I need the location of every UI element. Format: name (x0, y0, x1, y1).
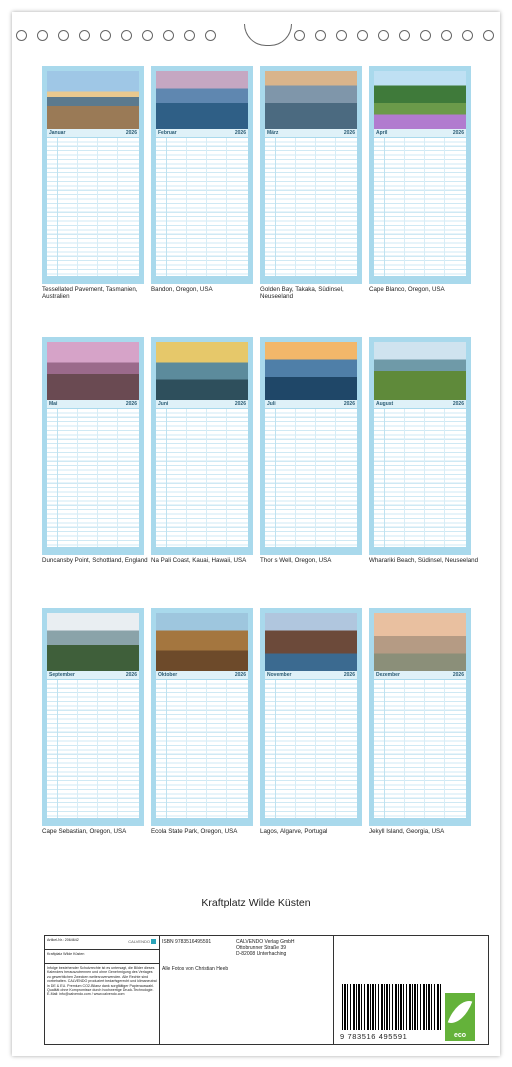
binding-hole (441, 30, 452, 41)
month-photo (47, 71, 139, 129)
planner-column (97, 409, 98, 547)
month-page (42, 66, 144, 284)
day-grid (156, 138, 248, 276)
planner-column (335, 409, 336, 547)
month-name: März (267, 130, 279, 136)
photo-caption: Ecola State Park, Oregon, USA (151, 828, 238, 835)
binding-hole (294, 30, 305, 41)
planner-column (295, 409, 296, 547)
month-header (374, 129, 466, 137)
month-year: 2026 (343, 401, 355, 407)
binding-hole (184, 30, 195, 41)
planner-column (404, 409, 405, 547)
binding-hole (357, 30, 368, 41)
eco-badge (445, 993, 475, 1041)
month-header (156, 671, 248, 679)
leaf-icon (448, 996, 473, 1028)
calvendo-logo (128, 939, 156, 944)
binding-hole (483, 30, 494, 41)
month-year: 2026 (452, 401, 464, 407)
planner-column (226, 680, 227, 818)
month-name: November (267, 672, 292, 678)
planner-column (226, 138, 227, 276)
planner-column (315, 680, 316, 818)
month-page (151, 608, 253, 826)
photo-caption: Jekyll Island, Georgia, USA (369, 828, 445, 835)
month-page (260, 337, 362, 555)
photo-caption: Cape Blanco, Oregon, USA (369, 286, 445, 293)
planner-column (226, 409, 227, 547)
month-page (151, 66, 253, 284)
month-year: 2026 (125, 401, 137, 407)
photo-caption: Tessellated Pavement, Tasmanien, Australien (42, 286, 138, 300)
month-header (47, 671, 139, 679)
photo-caption: Lagos, Algarve, Portugal (260, 828, 328, 835)
planner-column (186, 680, 187, 818)
month-page (42, 337, 144, 555)
month-photo (47, 613, 139, 671)
planner-column (97, 680, 98, 818)
month-photo (265, 613, 357, 671)
photo-caption: Duncansby Point, Schottland, England (42, 557, 148, 564)
planner-column (444, 680, 445, 818)
planner-column (295, 680, 296, 818)
month-header (374, 400, 466, 408)
month-year: 2026 (234, 672, 246, 678)
publisher-line-3: D-82008 Unterhaching (236, 951, 287, 957)
month-photo (156, 342, 248, 400)
month-header (156, 129, 248, 137)
planner-column (117, 409, 118, 547)
day-grid (374, 409, 466, 547)
binding-hole (58, 30, 69, 41)
day-grid (265, 138, 357, 276)
planner-column (404, 680, 405, 818)
product-row (45, 950, 159, 964)
photo-credit: Alle Fotos von Christian Heeb (162, 966, 229, 972)
planner-column (404, 138, 405, 276)
month-year: 2026 (343, 130, 355, 136)
month-year: 2026 (234, 401, 246, 407)
day-grid (265, 409, 357, 547)
binding-hole (142, 30, 153, 41)
publisher-address (234, 937, 297, 959)
planner-column (97, 138, 98, 276)
month-header (265, 671, 357, 679)
planner-column (77, 680, 78, 818)
planner-column (315, 409, 316, 547)
planner-column (117, 680, 118, 818)
planner-column (206, 138, 207, 276)
calendar-title: Kraftplatz Wilde Küsten (201, 897, 311, 909)
publisher-line-1: CALVENDO Verlag GmbH (236, 939, 295, 945)
month-name: Juli (267, 401, 276, 407)
month-year: 2026 (343, 672, 355, 678)
month-photo (156, 71, 248, 129)
barcode (342, 984, 442, 1030)
month-name: Mai (49, 401, 58, 407)
legal-text: Infolge bestehender Schutzrechte ist es untersagt, die Bilder dieses Kalenders herauszutrennen und ohne Genehmigung des Verlages zu gewerblichen Zwecken weiterzuverwenden. Alle Rechte sind vorbehalten. CALVENDO produziert bedarfsgerecht und klimaneutral in DE & EU. Premium CO2-Bilanz dank sorgfältiger Papierauswahl. Qualität ohne Kompromisse durch hochwertige Druck-Technologie. E-Mail: info@calvendo.com / www.calvendo.com (47, 966, 157, 997)
binding-hole (378, 30, 389, 41)
day-grid (156, 409, 248, 547)
planner-column (77, 409, 78, 547)
calvendo-logo-text: CALVENDO (128, 939, 150, 944)
binding-hole (100, 30, 111, 41)
month-photo (47, 342, 139, 400)
day-grid (47, 138, 139, 276)
month-header (265, 129, 357, 137)
eco-label: eco (453, 1032, 467, 1039)
binding-hole (420, 30, 431, 41)
month-page (260, 66, 362, 284)
imprint-right (334, 936, 489, 1044)
month-name: Februar (158, 130, 177, 136)
day-grid (374, 680, 466, 818)
planner-column (206, 409, 207, 547)
planner-column (315, 138, 316, 276)
binding-hole (462, 30, 473, 41)
month-year: 2026 (234, 130, 246, 136)
binding-hole (163, 30, 174, 41)
binding-hole (16, 30, 27, 41)
binding-hole (37, 30, 48, 41)
month-page (151, 337, 253, 555)
month-name: Januar (49, 130, 66, 136)
barcode-number: 9 783516 495591 (340, 1032, 408, 1041)
imprint-middle (160, 936, 334, 1044)
month-year: 2026 (125, 130, 137, 136)
month-page (369, 608, 471, 826)
binding-hole (315, 30, 326, 41)
photo-caption: Thor s Well, Oregon, USA (260, 557, 332, 564)
calendar-sheet (12, 12, 500, 1056)
planner-column (77, 138, 78, 276)
planner-column (424, 409, 425, 547)
planner-column (444, 138, 445, 276)
planner-column (424, 680, 425, 818)
planner-column (424, 138, 425, 276)
month-name: Oktober (158, 672, 178, 678)
photo-caption: Golden Bay, Takaka, Südinsel, Neuseeland (260, 286, 344, 300)
month-year: 2026 (125, 672, 137, 678)
month-page (369, 66, 471, 284)
imprint-box (44, 935, 489, 1045)
day-grid (47, 680, 139, 818)
day-grid (374, 138, 466, 276)
calvendo-logo-icon (151, 939, 156, 944)
article-row (45, 936, 159, 950)
month-header (156, 400, 248, 408)
month-year: 2026 (452, 672, 464, 678)
planner-column (206, 680, 207, 818)
imprint-left (45, 936, 160, 1044)
month-header (265, 400, 357, 408)
publisher-line-2: Ottobrunner Straße 39 (236, 945, 287, 951)
planner-column (444, 409, 445, 547)
month-photo (374, 613, 466, 671)
month-name: Dezember (376, 672, 400, 678)
month-photo (374, 342, 466, 400)
month-photo (374, 71, 466, 129)
planner-column (186, 138, 187, 276)
article-number: Artikel-Nr.: 2064642 (47, 938, 79, 942)
month-name: April (376, 130, 388, 136)
photo-caption: Bandon, Oregon, USA (151, 286, 213, 293)
isbn: ISBN 9783516495591 (162, 939, 212, 945)
planner-column (335, 138, 336, 276)
day-grid (265, 680, 357, 818)
month-photo (265, 71, 357, 129)
month-page (369, 337, 471, 555)
photo-caption: Na Pali Coast, Kauai, Hawaii, USA (151, 557, 247, 564)
month-header (47, 400, 139, 408)
planner-column (295, 138, 296, 276)
binding-hole (121, 30, 132, 41)
binding-hole (336, 30, 347, 41)
month-header (374, 671, 466, 679)
binding-hole (79, 30, 90, 41)
month-name: August (376, 401, 394, 407)
legal-row (45, 964, 159, 999)
month-photo (265, 342, 357, 400)
planner-column (186, 409, 187, 547)
month-year: 2026 (452, 130, 464, 136)
product-name: Kraftplatz Wilde Küsten (47, 952, 85, 956)
month-photo (156, 613, 248, 671)
month-name: September (49, 672, 75, 678)
binding-hole (399, 30, 410, 41)
month-page (42, 608, 144, 826)
planner-column (335, 680, 336, 818)
photo-caption: Cape Sebastian, Oregon, USA (42, 828, 127, 835)
month-page (260, 608, 362, 826)
day-grid (47, 409, 139, 547)
day-grid (156, 680, 248, 818)
photo-caption: Wharariki Beach, Südinsel, Neuseeland (369, 557, 479, 564)
binding-hole (205, 30, 216, 41)
month-header (47, 129, 139, 137)
planner-column (117, 138, 118, 276)
month-name: Juni (158, 401, 169, 407)
